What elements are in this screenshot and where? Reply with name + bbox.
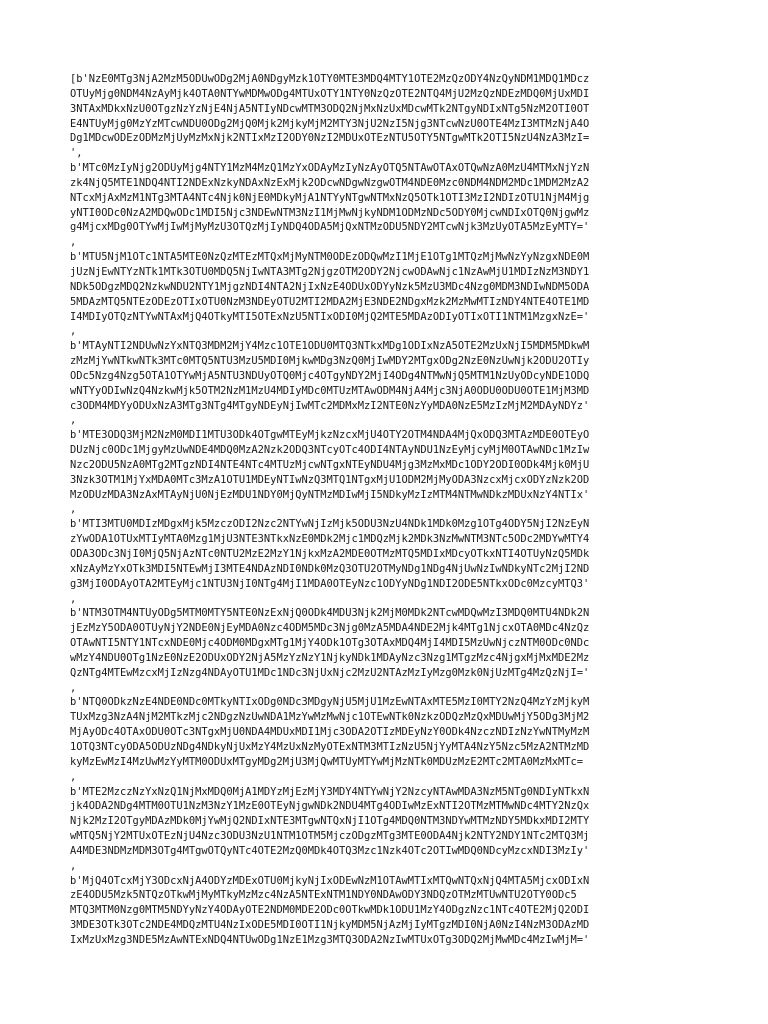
text-line: wMTQ5NjY2MTUxOTEzNjU4Nzc3ODU3NzU1NTM1OTM5MjczODgzMTg3MTE0ODA4Njk2NTY2NDY1NTc2MTQ3Mj [70, 830, 590, 843]
text-line: TUxMzg3NzA4NjM2MTkzMjc2NDgzNzUwNDA1MzYwMzMwNjc1OTEwNTk0NzkzODQzMzQxMDUwMjY5ODg3MjM2 [70, 711, 590, 724]
text-line: I4MDIyOTQzNTYwNTAxMjQ4OTkyMTI5OTExNzU5NTIxODI0MjQ2MTE5MDAzODIyOTIxOTI1NTM1MzgxNzE=' [70, 310, 590, 323]
text-line: 3MDE3OTk3OTc2NDE4MDQzMTU4NzIxODE5MDI0OTI1NjkyMDM5NjAzMjIyMTgzMDI0NjA0NzI4NzM3ODAzMD [70, 919, 590, 932]
text-line: ', [70, 147, 83, 160]
text-line: b'MjQ4OTcxMjY3ODcxNjA4ODYzMDExOTU0MjkyNjIxODEwNzM1OTAwMTIxMTQwNTQxNjQ4MTA5MjcxODIxN [70, 874, 590, 887]
text-line: g3MjI0ODAyOTA2MTEyMjc1NTU3NjI0NTg4MjI1MDA0OTEyNzc1ODYyNDg1NDI2ODE5NTkxODc0MzcyMTQ3' [70, 577, 590, 590]
text-line: , [70, 414, 77, 427]
text-line: b'NTM3OTM4NTUyODg5MTM0MTY5NTE0NzExNjQ0ODk4MDU3Njk2MjM0MDk2NTcwMDQwMzI3MDQ0MTU4NDk2N [70, 607, 590, 620]
document-page [70, 72, 730, 948]
text-line: yNTI0ODc0NzA2MDQwODc1MDI5Njc3NDEwNTM3NzI1MjMwNjkyNDM1ODMzNDc5ODY0MjcwNDIxOTQ0NjgwMz [70, 206, 590, 219]
text-line: zk4NjQ5MTE1NDQ4NTI2NDExNzkyNDAxNzExMjk2ODcwNDgwNzgwOTM4NDE0Mzc0NDM4NDM2MDc1MDM2MzA2 [70, 176, 590, 189]
text-line: b'MTAyNTI2NDUwNzYxNTQ3MDM2MjY4Mzc1OTE1ODU0MTQ3NTkxMDg1ODIxNzA5OTE2MzUxNjI5MDM5MDkwM [70, 340, 590, 353]
text-line: 3Nzk3OTM1MjYxMDA0MTc3MzA1OTU1MDEyNTIwNzQ3MTQ1NTgxMjU1ODM2MjMyODA3NzcxMjcxODYzNzk2OD [70, 473, 590, 486]
text-line: jEzMzY5ODA0OTUyNjY2NDE0NjEyMDA0Nzc4ODM5MDc3Njg0MzA5MDA4NDE2Mjk4MTg1NjcxOTA0MDc4NzQz [70, 622, 590, 635]
text-line: MjAyODc4OTAxODU0OTc3NTgxMjU0NDA4MDUxMDI1Mjc3ODA2OTIzMDEyNzY0ODk4NzczNDIzNzYwNTMyMzM [70, 726, 590, 739]
text-line: 3NTAxMDkxNzU0OTgzNzYzNjE4NjA5NTIyNDcwMTM3ODQ2NjMxNzUxMDcwMTk2NTgyNDIxNTg5NzM2OTI0OT [70, 102, 590, 115]
text-line: b'MTU5NjM1OTc1NTA5MTE0NzQzMTEzMTQxMjMyNTM0ODEzODQwMzI1MjE1OTg1MTQzMjMwNzYyNzgxNDE0M [70, 251, 590, 264]
text-line: OTUyMjg0NDM4NzAyMjk4OTA0NTYwMDMwODg4MTUxOTY1NTY0NzQzOTE2NTQ4MjU2MzQzNDEzMDQ0MjUxMDI [70, 87, 590, 100]
text-line: , [70, 236, 77, 249]
text-line: , [70, 681, 77, 694]
text-line: xNzAyMzYxOTk3MDI5NTEwMjI3MTE4NDAzNDI0NDk0MzQ3OTU2OTMyNDg1NDg4NjUwNzIwNDkyNTc2MjI2ND [70, 562, 590, 575]
text-line: 5MDAzMTQ5NTEzODEzOTIxOTU0NzM3NDEyOTU2MTI2MDA2MjE3NDE2NDgxMzk2MzMwMTIzNDY4NTE4OTE1MD [70, 295, 590, 308]
text-line: QzNTg4MTEwMzcxMjIzNzg4NDAyOTU1MDc1NDc3NjUxNjc2MzU2NTAzMzIyMzg0Mzk0NjUzMTg4MzQzNjI=' [70, 666, 590, 679]
text-line: NTcxMjAxMzM1NTg3MTA4NTc4Njk0NjE0MDkyMjA1NTYyNTgwNTMxNzQ5OTk1OTI3MzI2NDIzOTU1NjM4Mjg [70, 191, 590, 204]
text-line: Dg1MDcwODEzODMzMjUyMzMxNjk2NTIxMzI2ODY0NzI2MDUxOTEzNTU5OTY5NTgwMTk2OTI5NzU4NzA3MzI= [70, 132, 590, 145]
text-line: zMzMjYwNTkwNTk3MTc0MTQ5NTU3MzU5MDI0MjkwMDg3NzQ0MjIwMDY2MTgxODg2NzE0NzUwNjk2ODU2OTIy [70, 355, 590, 368]
text-line: jUzNjEwNTYzNTk1MTk3OTU0MDQ5NjIwNTA3MTg2NjgzOTM2ODY2NjcwODAwNjc1NzAwMjU1MDIzNzM3NDY1 [70, 265, 590, 278]
text-line: ODc5Nzg4Nzg5OTA1OTYwMjA5NTU3NDUyOTQ0Mjc4OTgyNDY2MjI4ODg4NTMwNjQ5MTM1NzUyODcyNDE1ODQ [70, 369, 590, 382]
text-line: g4MjcxMDg0OTYwMjIwMjMyMzU3OTQzMjIyNDQ4ODA5MjQxNTMzODU5NDY2MTcwNjk3MzUyOTA5MzEyMTY=' [70, 221, 590, 234]
text-line: jk4ODA2NDg4MTM0OTU1NzM3NzY1MzE0OTEyNjgwNDk2NDU4MTg4ODIwMzExNTI2OTMzMTMwNDc4MTY2NzQx [70, 800, 590, 813]
text-line: zYwODA1OTUxMTIyMTA0Mzg1MjU3NTE3NTkxNzE0MDk2Mjc1MDQzMjk2MDk3NzMwNTM3NTc5ODc2MDYwMTY4 [70, 533, 590, 546]
text-line: MzODUzMDA3NzAxMTAyNjU0NjEzMDU1NDY0MjQyNTMzMDIwMjI5NDkyMzIzMTM4NTMwNDkzMDUxNzY4NTIx' [70, 488, 590, 501]
text-line: A4MDE3NDMzMDM3OTg4MTgwOTQyNTc4OTE2MzQ0MDk4OTQ3Mzc1Nzk4OTc2OTIwMDQ0NDcyMzcxNDI3MzIy' [70, 844, 590, 857]
text-line: c3ODM4MDYyODUxNzA3MTg3NTg4MTgyNDEyNjIwMTc2MDMxMzI2NTE0NzYyMDA0NzE5MzIzMjM2MDAyNDYz' [70, 399, 590, 412]
text-line: OTAwNTI5NTY1NTcxNDE0Mjc4ODM0MDgxMTg1MjY4ODk1OTg3OTAxMDQ4MjI4MDI5MzUwNjczNTM0ODc0NDc [70, 637, 590, 650]
text-line: E4NTUyMjg0MzYzMTcwNDU0ODg2MjQ0Mjk2MjkyMjM2MTY3NjU2NzI5Njg3NTcwNzU0OTE4MzI3MTMzNjA4O [70, 117, 590, 130]
text-line: , [70, 859, 77, 872]
text-line: wMzY4NDU0OTg1NzE0NzE2ODUxODY2NjA5MzYzNzY1NjkyNDk1MDAyNzc3Nzg1MTgzMzc4NjgxMjMxMDE2Mz [70, 651, 590, 664]
text-line: IxMzUxMzg3NDE5MzAwNTExNDQ4NTUwODg1NzE1Mzg3MTQ3ODA2NzIwMTUxOTg3ODQ2MjMwMDc4MzIwMjM=' [70, 933, 590, 946]
text-line: zE4ODU5Mzk5NTQzOTkwMjMyMTkyMzMzc4NzA5NTExNTM1NDY0NDAwODY3NDQzOTMzMTUwNTU2OTY0ODc5 [70, 889, 577, 902]
text-line: 1OTQ3NTcyODA5ODUzNDg4NDkyNjUxMzY4MzUxNzMyOTExNTM3MTIzNzU5NjYyMTA4NzY5Nzc5MzA2NTMzMD [70, 740, 590, 753]
text-line: MTQ3MTM0Nzg0MTM5NDYyNzY4ODAyOTE2NDM0MDE2ODc0OTkwMDk1ODU1MzY4ODgzNzc1NTc4OTE2MjQ2ODI [70, 904, 590, 917]
text-line: Njk2MzI2OTgyMDAzMDk0MjYwMjQ2NDIxNTE3MTgwNTQxNjI1OTg4MDQ0NTM3NDYwMTMzNDY5MDkxMDI2MTY [70, 815, 590, 828]
text-line: Nzc2ODU5NzA0MTg2MTgzNDI4NTE4NTc4MTUzMjcwNTgxNTEyNDU4Mjg3MzMxMDc1ODY2ODI0ODk4Mjk0MjU [70, 458, 590, 471]
text-line: NDk5ODgzMDQ2NzkwNDU2NTY1MjgzNDI4NTA2NjIxNzE4ODUxODYyNzk5MzU3MDc4Nzg0MDM3NDIwNDM5ODA [70, 280, 590, 293]
text-line: [b'NzE0MTg3NjA2MzM5ODUwODg2MjA0NDgyMzk1OTY0MTE3MDQ4MTY1OTE2MzQzODY4NzQyNDM1MDQ1MDcz [70, 73, 590, 85]
text-line: wNTYyODIwNzQ4NzkwMjk5OTM2NzM1MzU4MDIyMDc0MTUzMTAwODM4NjA4Mjc3NjA0ODU0ODU0OTE1MjM3MD [70, 384, 590, 397]
text-line: b'NTQ0ODkzNzE4NDE0NDc0MTkyNTIxODg0NDc3MDgyNjU5MjU1MzEwNTAxMTE5MzI0MTY2NzQ4MzYzMjkyM [70, 696, 590, 709]
text-line: b'MTE2MzczNzYxNzQ1NjMxMDQ0MjA1MDYzMjEzMjY3MDY4NTYwNjY2NzcyNTAwMDA3NzM5NTg0NDIyNTkxN [70, 785, 590, 798]
text-line: , [70, 770, 77, 783]
text-line: b'MTE3ODQ3MjM2NzM0MDI1MTU3ODk4OTgwMTEyMjkzNzcxMjU4OTY2OTM4NDA4MjQxODQ3MTAzMDE0OTEyO [70, 429, 590, 442]
text-line: , [70, 325, 77, 338]
text-line: DUzNjc0ODc1MjgyMzUwNDE4MDQ0MzA2Nzk2ODQ3NTcyOTc4ODI4NTAyNDU1NzEyMjcyMjM0OTAwNDc1MzIw [70, 444, 590, 457]
text-line: , [70, 503, 77, 516]
text-line: kyMzEwMzI4MzUwMzYyMTM0ODUxMTgyMDg2MjU3MjQwMTUyMTYwMjMzNTk0MDUzMzE2MTc2MTA0MzMxMTc= [70, 755, 583, 768]
text-line: , [70, 592, 77, 605]
text-line: ODA3ODc3NjI0MjQ5NjAzNTc0NTU2MzE2MzY1NjkxMzA2MDE0OTMzMTQ5MDIxMDcyOTkxNTI4OTUyNzQ5MDk [70, 548, 590, 560]
text-line: b'MTI3MTU0MDIzMDgxMjk5MzczODI2Nzc2NTYwNjIzMjk5ODU3NzU4NDk1MDk0Mzg1OTg4ODY5NjI2NzEyN [70, 518, 590, 531]
text-line: b'MTc0MzIyNjg2ODUyMjg4NTY1MzM4MzQ1MzYxODAyMzIyNzAyOTQ5NTAwOTAxOTQwNzA0MzU4MTMxNjYzN [70, 162, 590, 175]
